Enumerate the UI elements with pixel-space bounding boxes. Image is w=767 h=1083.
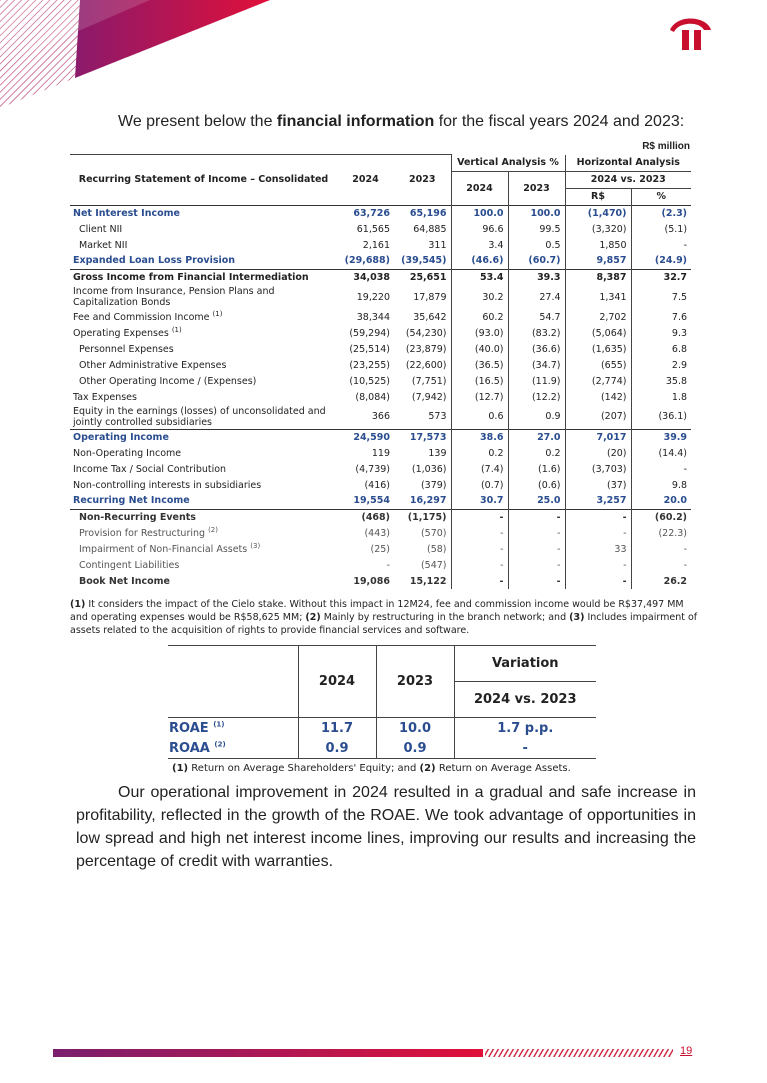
brand-logo-icon bbox=[666, 16, 714, 50]
cell-hpct: - bbox=[631, 557, 691, 573]
cell-va2023: (36.6) bbox=[508, 341, 565, 357]
footnote-1-marker: (1) bbox=[70, 599, 86, 610]
cell-hrs: 33 bbox=[565, 541, 631, 557]
row-label-text: Impairment of Non-Financial Assets bbox=[79, 543, 248, 555]
table-row bbox=[70, 509, 691, 525]
table-row bbox=[70, 493, 691, 509]
row-label bbox=[70, 445, 337, 461]
row-label bbox=[70, 357, 337, 373]
ret-note-1-text: Return on Average Shareholders' Equity; and bbox=[188, 763, 420, 774]
row-label bbox=[70, 237, 337, 253]
cell-va2024: (7.4) bbox=[451, 461, 508, 477]
cell-v2023: 16,297 bbox=[409, 495, 447, 507]
row-label-text: Non-Operating Income bbox=[73, 447, 182, 459]
ret-sup: (2) bbox=[214, 740, 226, 749]
table-row bbox=[70, 357, 691, 373]
cell-va2023: 54.7 bbox=[508, 309, 565, 325]
cell-va2023: (60.7) bbox=[508, 253, 565, 269]
row-label bbox=[70, 477, 337, 493]
cell-hpct: 2.9 bbox=[631, 357, 691, 373]
cell-va2023: 27.4 bbox=[508, 285, 565, 309]
cell-v2024: (10,525) bbox=[349, 375, 390, 387]
col-header-2023: 2023 bbox=[394, 155, 451, 206]
intro-text bbox=[118, 113, 698, 131]
cell-v2023: (1,175) bbox=[394, 509, 451, 525]
cell-v2023: 17,573 bbox=[394, 429, 451, 445]
cell-v2023: (1,036) bbox=[411, 463, 447, 475]
table-row bbox=[70, 477, 691, 493]
row-label-text: Gross Income from Financial Intermediation bbox=[73, 271, 309, 283]
row-label-text: Net Interest Income bbox=[73, 207, 180, 219]
cell-v2024: 34,038 bbox=[337, 269, 394, 285]
cell-va2023: (11.9) bbox=[508, 373, 565, 389]
cell-va2024: 53.4 bbox=[451, 269, 508, 285]
cell-va2023: 0.9 bbox=[508, 405, 565, 429]
cell-hrs: (3,703) bbox=[565, 461, 631, 477]
row-label-text: Client NII bbox=[79, 223, 123, 235]
row-label-text: Book Net Income bbox=[79, 575, 170, 587]
row-label bbox=[70, 525, 337, 541]
row-label-text: Operating Expenses bbox=[73, 327, 169, 339]
row-label-text: Personnel Expenses bbox=[79, 343, 174, 355]
cell-hrs: 3,257 bbox=[565, 493, 631, 509]
col-header-2024: 2024 bbox=[337, 155, 394, 206]
cell-va2024: - bbox=[451, 509, 508, 525]
body-paragraph: Our operational improvement in 2024 resulted in a gradual and safe increase in profitability, reflected in the growth of the ROAE. We took advantage of opportunities in low spread and high net interest income lines, improving our results and increasing the percentage of credit with warranties. bbox=[76, 784, 696, 870]
cell-va2024: - bbox=[451, 573, 508, 589]
row-label-text: Other Administrative Expenses bbox=[79, 359, 227, 371]
cell-hrs: 2,702 bbox=[565, 309, 631, 325]
table-row bbox=[70, 573, 691, 589]
cell-hpct: 9.8 bbox=[631, 477, 691, 493]
cell-hpct: (60.2) bbox=[631, 509, 691, 525]
cell-v2023: (379) bbox=[420, 479, 447, 491]
cell-hpct: (14.4) bbox=[631, 445, 691, 461]
row-label bbox=[70, 493, 337, 509]
cell-hrs: (20) bbox=[565, 445, 631, 461]
cell-hrs: 1,850 bbox=[565, 237, 631, 253]
cell-va2024: - bbox=[451, 525, 508, 541]
cell-v2023: 15,122 bbox=[409, 575, 447, 587]
col-header-vertical: Vertical Analysis % bbox=[451, 155, 565, 172]
table-row bbox=[70, 525, 691, 541]
cell-hrs: 7,017 bbox=[565, 429, 631, 445]
cell-v2023: 311 bbox=[428, 239, 447, 251]
cell-v2024: (468) bbox=[337, 509, 394, 525]
table-row bbox=[70, 389, 691, 405]
cell-hpct: - bbox=[631, 461, 691, 477]
cell-va2023: (12.2) bbox=[508, 389, 565, 405]
cell-hpct: 1.8 bbox=[631, 389, 691, 405]
table-row bbox=[70, 373, 691, 389]
ret-label: ROAE bbox=[169, 720, 209, 736]
ret-header-blank bbox=[168, 646, 298, 718]
cell-v2023: 17,879 bbox=[413, 291, 447, 303]
returns-note bbox=[172, 763, 571, 774]
cell-hrs: (1,635) bbox=[565, 341, 631, 357]
intro-before: We present below the bbox=[118, 113, 277, 130]
footer-bar bbox=[53, 1048, 673, 1058]
row-label bbox=[70, 429, 337, 445]
cell-va2024: - bbox=[451, 541, 508, 557]
table-row bbox=[70, 429, 691, 445]
cell-va2024: 0.2 bbox=[451, 445, 508, 461]
row-label-text: Contingent Liabilities bbox=[79, 559, 180, 571]
cell-va2023: - bbox=[508, 557, 565, 573]
cell-va2024: (12.7) bbox=[451, 389, 508, 405]
cell-va2024: 60.2 bbox=[451, 309, 508, 325]
cell-v2023: (39,545) bbox=[401, 255, 447, 267]
cell-v2024: 119 bbox=[371, 447, 390, 459]
cell-va2023: (0.6) bbox=[508, 477, 565, 493]
cell-va2023: 100.0 bbox=[508, 205, 565, 221]
cell-va2023: - bbox=[508, 573, 565, 589]
cell-v2024: (59,294) bbox=[349, 327, 390, 339]
row-label-text: Equity in the earnings (losses) of unconsolidated and jointly controlled subsidiaries bbox=[73, 405, 326, 428]
cell-va2023: 0.5 bbox=[508, 237, 565, 253]
ret-row-roaa-label bbox=[168, 738, 298, 759]
row-label bbox=[70, 373, 337, 389]
cell-hrs: 1,341 bbox=[565, 285, 631, 309]
ret-label: ROAA bbox=[169, 740, 210, 756]
cell-v2024: (4,739) bbox=[355, 463, 390, 475]
cell-v2023: (7,942) bbox=[411, 391, 447, 403]
table-row bbox=[70, 445, 691, 461]
cell-v2024: (23,255) bbox=[349, 359, 390, 371]
cell-hpct: - bbox=[631, 237, 691, 253]
cell-va2024: (46.6) bbox=[451, 253, 508, 269]
cell-hrs: (5,064) bbox=[565, 325, 631, 341]
col-header-va-2023: 2023 bbox=[508, 171, 565, 205]
cell-va2024: 38.6 bbox=[451, 429, 508, 445]
ret-note-2-text: Return on Average Assets. bbox=[435, 763, 571, 774]
ret-row-roae-label bbox=[168, 718, 298, 739]
row-label bbox=[70, 573, 337, 589]
cell-v2024: (25) bbox=[370, 543, 390, 555]
row-label bbox=[70, 557, 337, 573]
table-row bbox=[70, 285, 691, 309]
row-label bbox=[70, 269, 337, 285]
col-header-horizontal: Horizontal Analysis bbox=[565, 155, 691, 172]
col-header-ha-period: 2024 vs. 2023 bbox=[565, 171, 691, 188]
returns-table bbox=[168, 645, 596, 759]
row-label bbox=[70, 461, 337, 477]
cell-va2023: 0.2 bbox=[508, 445, 565, 461]
row-label-text: Other Operating Income / (Expenses) bbox=[79, 375, 257, 387]
cell-v2023: (547) bbox=[420, 559, 447, 571]
cell-va2024: 96.6 bbox=[451, 221, 508, 237]
row-label-text: Market NII bbox=[79, 239, 128, 251]
cell-hpct: 20.0 bbox=[631, 493, 691, 509]
row-footnote-ref: (2) bbox=[208, 525, 218, 534]
cell-hpct: 7.5 bbox=[631, 285, 691, 309]
cell-v2023: (7,751) bbox=[411, 375, 447, 387]
cell-va2024: (93.0) bbox=[451, 325, 508, 341]
income-statement-table bbox=[70, 154, 691, 589]
cell-v2023: 139 bbox=[428, 447, 447, 459]
cell-v2024: (29,688) bbox=[344, 255, 390, 267]
row-label bbox=[70, 509, 337, 525]
footnote-2-marker: (2) bbox=[305, 612, 321, 623]
row-label-text: Tax Expenses bbox=[73, 391, 137, 403]
cell-va2023: (83.2) bbox=[508, 325, 565, 341]
cell-va2024: 30.2 bbox=[451, 285, 508, 309]
footnote-3-text: Includes impairment of assets related to the acquisition of rights to provide financial services and software. bbox=[70, 612, 698, 636]
cell-hrs: (2,774) bbox=[565, 373, 631, 389]
cell-hrs: 8,387 bbox=[565, 269, 631, 285]
cell-va2024: 3.4 bbox=[451, 237, 508, 253]
intro-after: for the fiscal years 2024 and 2023: bbox=[434, 113, 685, 130]
cell-hrs: (1,470) bbox=[565, 205, 631, 221]
cell-va2023: (34.7) bbox=[508, 357, 565, 373]
cell-v2024: 19,086 bbox=[353, 575, 390, 587]
row-label-text: Income Tax / Social Contribution bbox=[73, 463, 227, 475]
col-header-ha-pct: % bbox=[631, 188, 691, 205]
cell-va2023: 25.0 bbox=[508, 493, 565, 509]
cell-v2023: 25,651 bbox=[394, 269, 451, 285]
cell-hpct: 32.7 bbox=[631, 269, 691, 285]
cell-v2024: 19,220 bbox=[356, 291, 390, 303]
ret-header-variation: Variation bbox=[454, 646, 596, 682]
row-label bbox=[70, 221, 337, 237]
cell-v2024: (8,084) bbox=[355, 391, 390, 403]
cell-hrs: (3,320) bbox=[565, 221, 631, 237]
row-label-text: Non-Recurring Events bbox=[79, 511, 196, 523]
table-row bbox=[70, 309, 691, 325]
row-label bbox=[70, 205, 337, 221]
table-footnote bbox=[70, 598, 700, 637]
ret-roaa-2024: 0.9 bbox=[298, 738, 376, 759]
cell-hrs: (142) bbox=[565, 389, 631, 405]
ret-roae-2024: 11.7 bbox=[298, 718, 376, 739]
col-header-ha-rs: R$ bbox=[565, 188, 631, 205]
cell-hrs: (37) bbox=[565, 477, 631, 493]
cell-v2023: (54,230) bbox=[405, 327, 447, 339]
cell-hrs: - bbox=[565, 525, 631, 541]
cell-v2024: 366 bbox=[371, 411, 390, 423]
cell-hpct: (24.9) bbox=[631, 253, 691, 269]
row-label-text: Non-controlling interests in subsidiaries bbox=[73, 479, 262, 491]
row-label bbox=[70, 405, 337, 429]
row-label bbox=[70, 541, 337, 557]
ret-roaa-var: - bbox=[454, 738, 596, 759]
cell-v2024: 2,161 bbox=[362, 239, 390, 251]
ret-note-2-marker: (2) bbox=[419, 763, 436, 774]
footnote-1-text: It considers the impact of the Cielo stake. Without this impact in 12M24, fee and commission income would be R$37,497 MM and operating expenses would be R$58,625 MM; bbox=[70, 599, 684, 623]
cell-hrs: 9,857 bbox=[565, 253, 631, 269]
cell-hpct: 39.9 bbox=[631, 429, 691, 445]
cell-hrs: (655) bbox=[565, 357, 631, 373]
cell-v2024: (416) bbox=[364, 479, 390, 491]
row-footnote-ref: (1) bbox=[171, 325, 182, 334]
footnote-2-text: Mainly by restructuring in the branch network; and bbox=[320, 612, 570, 623]
intro-bold: financial information bbox=[276, 113, 435, 130]
row-label bbox=[70, 325, 337, 341]
cell-hpct: 9.3 bbox=[631, 325, 691, 341]
cell-v2023: 65,196 bbox=[394, 205, 451, 221]
row-label bbox=[70, 309, 337, 325]
corner-decoration bbox=[0, 0, 280, 110]
cell-v2023: (22,600) bbox=[405, 359, 447, 371]
col-header-title: Recurring Statement of Income – Consolidated bbox=[70, 155, 337, 206]
table-row bbox=[70, 221, 691, 237]
cell-v2024: 38,344 bbox=[356, 311, 390, 323]
cell-hpct: 6.8 bbox=[631, 341, 691, 357]
cell-hpct: (5.1) bbox=[631, 221, 691, 237]
table-row bbox=[70, 541, 691, 557]
row-label-text: Income from Insurance, Pension Plans and Capitalization Bonds bbox=[73, 286, 275, 308]
table-row bbox=[70, 461, 691, 477]
cell-v2024: 19,554 bbox=[353, 495, 390, 507]
cell-va2023: - bbox=[508, 541, 565, 557]
table-row bbox=[70, 269, 691, 285]
cell-va2024: 0.6 bbox=[451, 405, 508, 429]
cell-va2024: (40.0) bbox=[451, 341, 508, 357]
cell-hpct: (36.1) bbox=[631, 405, 691, 429]
cell-v2023: (23,879) bbox=[405, 343, 447, 355]
cell-v2024: 24,590 bbox=[337, 429, 394, 445]
footnote-3-marker: (3) bbox=[569, 612, 585, 623]
ret-header-2023: 2023 bbox=[376, 646, 454, 718]
ret-roae-var: 1.7 p.p. bbox=[454, 718, 596, 739]
cell-v2023: 573 bbox=[428, 411, 447, 423]
cell-v2024: - bbox=[386, 559, 390, 571]
row-footnote-ref: (1) bbox=[212, 309, 223, 318]
row-footnote-ref: (3) bbox=[250, 541, 261, 550]
row-label bbox=[70, 389, 337, 405]
table-row bbox=[70, 205, 691, 221]
row-label-text: Provision for Restructuring bbox=[79, 527, 206, 539]
cell-hpct: (22.3) bbox=[631, 525, 691, 541]
cell-va2023: - bbox=[508, 525, 565, 541]
ret-sup: (1) bbox=[213, 720, 225, 729]
cell-va2024: 30.7 bbox=[451, 493, 508, 509]
ret-note-1-marker: (1) bbox=[172, 763, 189, 774]
row-label-text: Recurring Net Income bbox=[73, 495, 190, 507]
row-label bbox=[70, 341, 337, 357]
cell-v2024: (25,514) bbox=[349, 343, 390, 355]
row-label bbox=[70, 285, 337, 309]
cell-va2023: (1.6) bbox=[508, 461, 565, 477]
cell-hrs: - bbox=[565, 557, 631, 573]
ret-roae-2023: 10.0 bbox=[376, 718, 454, 739]
cell-va2024: (0.7) bbox=[451, 477, 508, 493]
cell-hpct: 7.6 bbox=[631, 309, 691, 325]
cell-hpct: 26.2 bbox=[631, 573, 691, 589]
cell-v2023: (58) bbox=[426, 543, 447, 555]
page-number: 19 bbox=[680, 1045, 693, 1057]
cell-hpct: - bbox=[631, 541, 691, 557]
cell-va2023: 99.5 bbox=[508, 221, 565, 237]
ret-header-period: 2024 vs. 2023 bbox=[454, 682, 596, 718]
ret-roaa-2023: 0.9 bbox=[376, 738, 454, 759]
cell-v2024: 61,565 bbox=[356, 223, 390, 235]
cell-v2023: (570) bbox=[420, 527, 447, 539]
cell-va2023: 39.3 bbox=[508, 269, 565, 285]
row-label-text: Operating Income bbox=[73, 431, 169, 443]
cell-hrs: - bbox=[565, 509, 631, 525]
cell-va2023: 27.0 bbox=[508, 429, 565, 445]
row-label-text: Fee and Commission Income bbox=[73, 311, 210, 323]
table-row bbox=[70, 325, 691, 341]
table-row bbox=[70, 557, 691, 573]
cell-hpct: 35.8 bbox=[631, 373, 691, 389]
cell-hrs: (207) bbox=[565, 405, 631, 429]
cell-v2024: 63,726 bbox=[337, 205, 394, 221]
table-row bbox=[70, 237, 691, 253]
row-label-text: Expanded Loan Loss Provision bbox=[73, 255, 236, 267]
cell-va2023: - bbox=[508, 509, 565, 525]
unit-label: R$ million bbox=[642, 141, 690, 152]
table-row bbox=[70, 253, 691, 269]
ret-header-2024: 2024 bbox=[298, 646, 376, 718]
table-row bbox=[70, 405, 691, 429]
cell-hrs: - bbox=[565, 573, 631, 589]
row-label bbox=[70, 253, 337, 269]
cell-va2024: (16.5) bbox=[451, 373, 508, 389]
table-row bbox=[70, 341, 691, 357]
cell-v2023: 35,642 bbox=[413, 311, 447, 323]
cell-hpct: (2.3) bbox=[631, 205, 691, 221]
cell-va2024: - bbox=[451, 557, 508, 573]
cell-v2023: 64,885 bbox=[413, 223, 447, 235]
cell-va2024: 100.0 bbox=[451, 205, 508, 221]
col-header-va-2024: 2024 bbox=[451, 171, 508, 205]
cell-v2024: (443) bbox=[364, 527, 390, 539]
cell-va2024: (36.5) bbox=[451, 357, 508, 373]
